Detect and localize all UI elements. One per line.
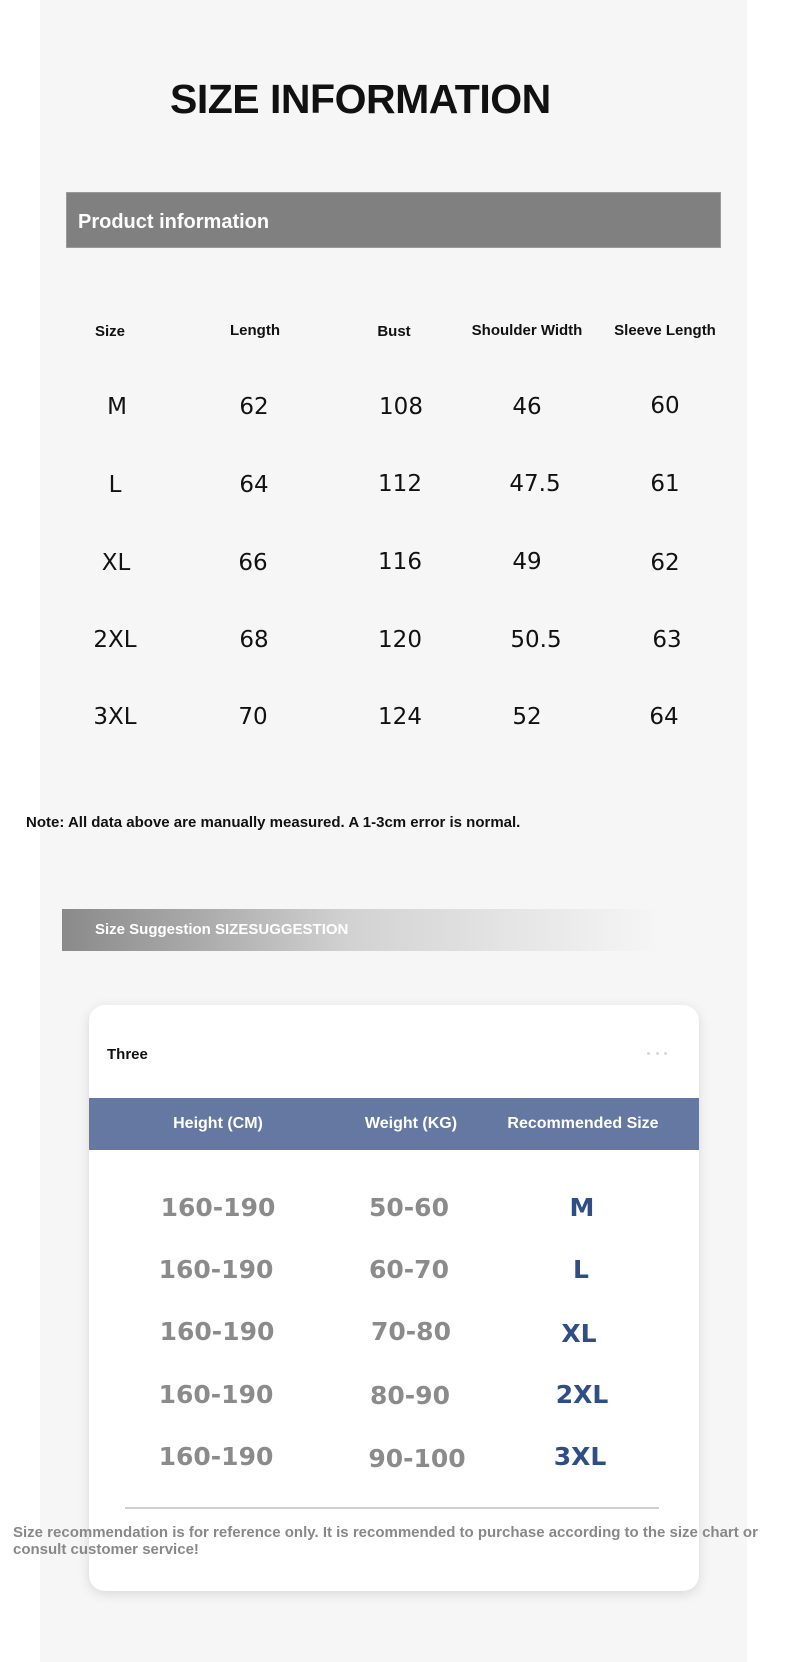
size-disclaimer: Size recommendation is for reference only. It is recommended to purchase according to the size chart or consult customer service! [13,1524,758,1558]
page-title: SIZE INFORMATION [170,76,551,122]
bust-cell: 120 [378,627,422,653]
sleeve-length-column-header: Sleeve Length [614,322,716,339]
length-column-header: Length [230,322,280,339]
length-cell: 62 [239,394,269,420]
shoulder-width-cell: 47.5 [509,471,561,497]
recommended-size-cell: M [569,1193,595,1222]
size-cell: 2XL [93,627,137,653]
size-cell: M [107,394,127,420]
shoulder-width-column-header: Shoulder Width [471,322,583,339]
weight-cell: 90-100 [368,1444,466,1473]
measurement-note: Note: All data above are manually measured. A 1-3cm error is normal. [26,814,521,831]
size-cell: L [108,472,122,498]
weight-column-header: Weight (KG) [364,1115,458,1132]
size-column-header: Size [94,323,126,340]
height-column-header: Height (CM) [173,1115,263,1132]
bust-column-header: Bust [377,323,411,340]
shoulder-width-cell: 49 [512,549,542,575]
product-information-label: Product information [78,211,270,233]
recommended-size-cell: 3XL [553,1442,607,1471]
sleeve-length-cell: 61 [650,471,680,497]
length-cell: 70 [238,704,268,730]
recommendation-table-header [89,1098,699,1150]
size-suggestion-banner [62,909,662,951]
bust-cell: 124 [378,704,422,730]
weight-cell: 70-80 [371,1317,451,1346]
weight-cell: 80-90 [370,1381,450,1410]
sleeve-length-cell: 64 [649,704,679,730]
shoulder-width-cell: 50.5 [510,627,562,653]
sleeve-length-cell: 62 [650,550,680,576]
size-cell: 3XL [93,704,137,730]
weight-cell: 50-60 [369,1193,449,1222]
bust-cell: 112 [378,471,422,497]
size-suggestion-label: Size Suggestion SIZESUGGESTION [95,921,349,938]
sleeve-length-cell: 60 [650,393,680,419]
recommended-size-column-header: Recommended Size [507,1115,659,1132]
sleeve-length-cell: 63 [652,627,682,653]
bust-cell: 116 [378,549,422,575]
bust-cell: 108 [379,394,423,420]
weight-cell: 60-70 [369,1255,449,1284]
shoulder-width-cell: 46 [512,394,542,420]
height-cell: 160-190 [160,1193,276,1222]
recommendation-card [89,1005,699,1591]
recommended-size-cell: L [573,1255,589,1284]
length-cell: 68 [239,627,269,653]
height-cell: 160-190 [158,1380,274,1409]
recommended-size-cell: XL [561,1319,597,1348]
product-information-banner [66,192,721,248]
height-cell: 160-190 [158,1255,274,1284]
more-dots-icon [647,1049,667,1057]
card-divider [125,1507,659,1509]
height-cell: 160-190 [159,1317,275,1346]
length-cell: 66 [238,550,268,576]
height-cell: 160-190 [158,1442,274,1471]
size-cell: XL [101,550,131,576]
card-title: Three [107,1046,148,1063]
length-cell: 64 [239,472,269,498]
shoulder-width-cell: 52 [512,704,542,730]
recommended-size-cell: 2XL [555,1380,609,1409]
